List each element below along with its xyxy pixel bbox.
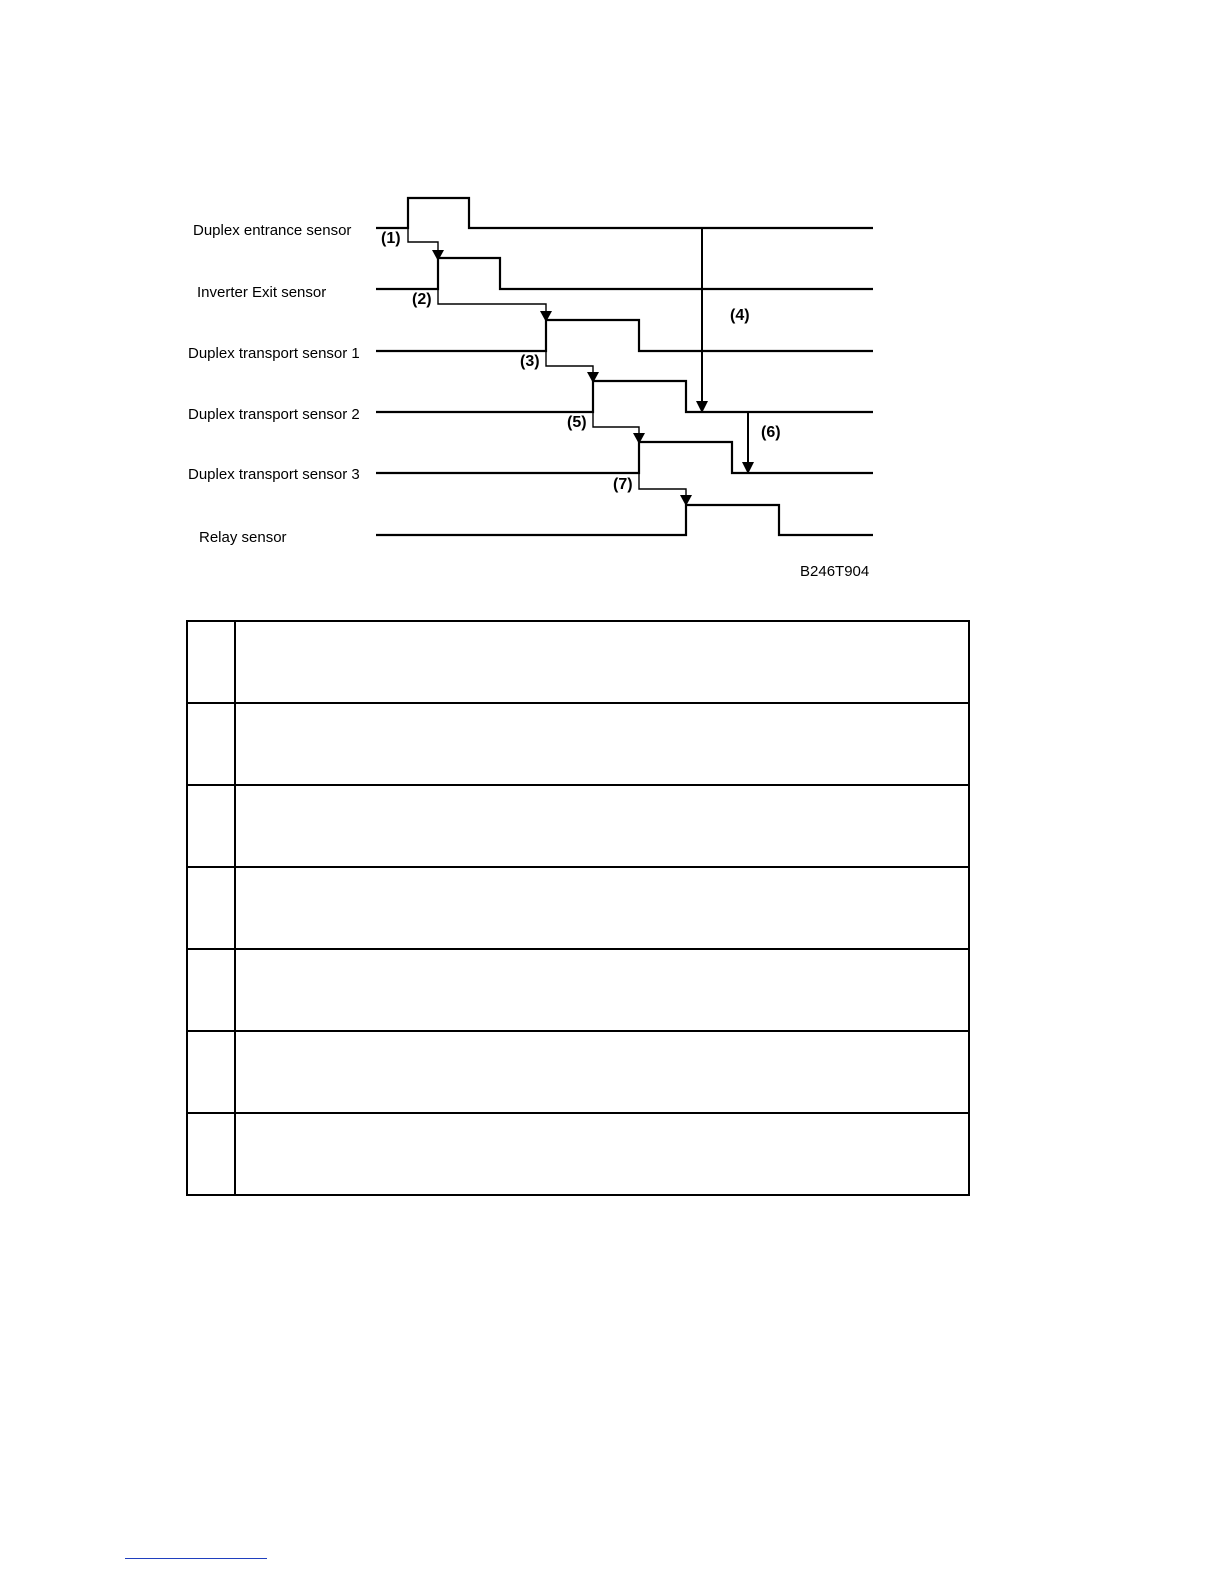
step-number-cell <box>187 785 235 867</box>
step-description-cell <box>235 703 969 785</box>
step-number-cell <box>187 1031 235 1113</box>
step-label-3: (3) <box>520 353 540 370</box>
waveform-transport-1 <box>376 320 873 351</box>
step-number-cell <box>187 1113 235 1195</box>
table-row <box>187 1113 969 1195</box>
step-label-4: (4) <box>730 307 750 324</box>
table-row <box>187 621 969 703</box>
step-connector-7 <box>639 473 692 506</box>
step-description-cell <box>235 867 969 949</box>
step-connector-2 <box>438 289 552 322</box>
table-row <box>187 949 969 1031</box>
signal-label-transport-1: Duplex transport sensor 1 <box>188 345 360 362</box>
waveform-transport-3 <box>376 442 873 473</box>
table-row <box>187 1031 969 1113</box>
arrow-step-4 <box>696 228 708 413</box>
step-label-2: (2) <box>412 291 432 308</box>
arrow-step-6 <box>742 412 754 474</box>
signal-label-duplex-entrance: Duplex entrance sensor <box>193 222 352 239</box>
step-description-cell <box>235 1113 969 1195</box>
table-row <box>187 785 969 867</box>
step-label-1: (1) <box>381 230 401 247</box>
step-label-5: (5) <box>567 414 587 431</box>
footer-link-underline[interactable] <box>125 1558 267 1559</box>
step-description-cell <box>235 1031 969 1113</box>
step-number-cell <box>187 621 235 703</box>
signal-label-transport-3: Duplex transport sensor 3 <box>188 466 360 483</box>
step-number-cell <box>187 867 235 949</box>
step-number-cell <box>187 949 235 1031</box>
step-description-cell <box>235 785 969 867</box>
waveform-transport-2 <box>376 381 873 412</box>
step-label-6: (6) <box>761 424 781 441</box>
step-number-cell <box>187 703 235 785</box>
waveform-duplex-entrance <box>376 198 873 228</box>
table-row <box>187 867 969 949</box>
signal-label-relay: Relay sensor <box>199 529 287 546</box>
step-connector-5 <box>593 412 645 444</box>
step-description-cell <box>235 621 969 703</box>
waveform-relay <box>376 505 873 535</box>
step-label-7: (7) <box>613 476 633 493</box>
step-connector-1 <box>408 228 444 261</box>
step-description-table <box>186 620 970 1196</box>
timing-diagram <box>0 0 1224 600</box>
step-description-cell <box>235 949 969 1031</box>
figure-code: B246T904 <box>800 563 870 580</box>
signal-label-transport-2: Duplex transport sensor 2 <box>188 406 360 423</box>
signal-label-inverter-exit: Inverter Exit sensor <box>197 284 327 301</box>
step-connector-3 <box>546 351 599 383</box>
table-row <box>187 703 969 785</box>
waveform-inverter-exit <box>376 258 873 289</box>
